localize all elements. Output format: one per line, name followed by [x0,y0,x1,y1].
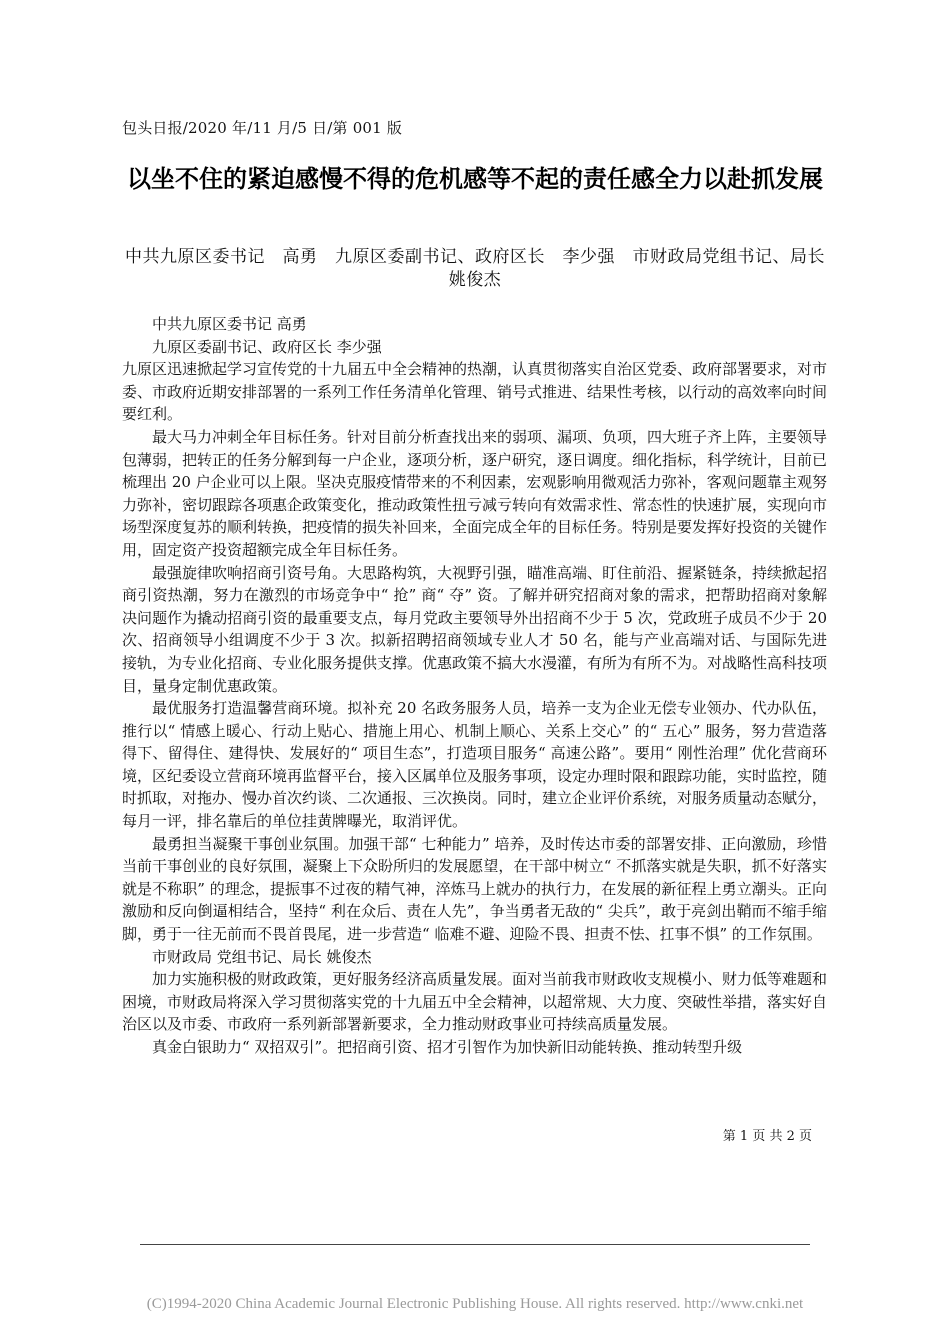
body-paragraph: 加力实施积极的财政政策，更好服务经济高质量发展。面对当前我市财政收支规模小、财力低等难题和困境，市财政局将深入学习贯彻落实党的十九届五中全会精神，以超常规、大力度、突破性举措，落实好自治区以及市委、市政府一系列新部署新要求，全力推动财政事业可持续高质量发展。 [122,970,828,1034]
body-paragraph: 九原区迅速掀起学习宣传党的十九届五中全会精神的热潮，认真贯彻落实自治区党委、政府部署要求，对市委、市政府近期安排部署的一系列工作任务清单化管理、销号式推进、结果性考核，以行动的高效率向时间要红利。 [122,360,828,424]
body-paragraph: 最强旋律吹响招商引资号角。大思路构筑，大视野引强，瞄准高端、盯住前沿、握紧链条，持续掀起招商引资热潮，努力在激烈的市场竞争中“ 抢” 商“ 夺” 资。了解并研究招商对象的需求，把帮助招商对象解决问题作为撬动招商引资的最重要支点，每月党政主要领导外出招商不少于 5 次，党政班子成员不少于 20 次、招商领导小组调度不少于 3 次。拟新招聘招商领域专业人才 50 名，能与产业高端对话、与国际先进接轨，为专业化招商、专业化服务提供支撑。优惠政策不搞大水漫灌，有所为有所不为。对战略性高科技项目，量身定制优惠政策。 [122,563,828,695]
body-paragraph: 最大马力冲刺全年目标任务。针对目前分析查找出来的弱项、漏项、负项，四大班子齐上阵，主要领导包薄弱，把转正的任务分解到每一户企业，逐项分析，逐户研究，逐日调度。细化指标，科学统计，目前已梳理出 20 户企业可以上限。坚决克服疫情带来的不利因素，宏观影响用微观活力弥补，客观问题靠主观努力弥补，密切跟踪各项惠企政策变化，推动政策性扭亏减亏转向有效需求性、常态性的快速扩展，实现向市场型深度复苏的顺利转换，把疫情的损失补回来，全面完成全年的目标任务。特别是要发挥好投资的关键作用，固定资产投资超额完成全年目标任务。 [122,427,828,559]
article-body [122,313,827,1058]
body-paragraph: 真金白银助力“ 双招双引”。把招商引资、招才引智作为加快新旧动能转换、推动转型升级 [152,1038,743,1056]
body-paragraph: 最勇担当凝聚干事创业氛围。加强干部“ 七种能力” 培养，及时传达市委的部署安排、正向激励，珍惜当前干事创业的良好氛围，凝聚上下众盼所归的发展愿望，在干部中树立“ 不抓落实就是失职，抓不好落实就是不称职” 的理念，提振事不过夜的精气神，淬炼马上就办的执行力，在发展的新征程上勇立潮头。正向激励和反向倒逼相结合，坚持“ 利在众后、责在人先”，争当勇者无敌的“ 尖兵”，敢于亮剑出鞘而不缩手缩脚，勇于一往无前而不畏首畏尾，进一步营造“ 临难不避、迎险不畏、担责不怯、扛事不惧” 的工作氛围。 [122,834,827,944]
author-signature-yao: 市财政局 党组书记、局长 姚俊杰 [152,947,372,966]
author-signature-li: 九原区委副书记、政府区长 李少强 [152,337,382,356]
article-authors: 中共九原区委书记 高勇 九原区委副书记、政府区长 李少强 市财政局党组书记、局长 姚俊杰 [125,247,843,290]
page-indicator: 第 1 页 共 2 页 [722,1129,812,1144]
author-signature-gao: 中共九原区委书记 高勇 [152,315,307,333]
copyright-footer: (C)1994-2020 China Academic Journal Electronic Publishing House. All rights reserved. http://www.cnki.net [146,1296,804,1312]
footer-divider [140,1244,810,1245]
source-line: 包头日报/2020 年/11 月/5 日/第 001 版 [122,119,403,137]
body-paragraph: 最优服务打造温馨营商环境。拟补充 20 名政务服务人员，培养一支为企业无偿专业领办、代办队伍，推行以“ 情感上暖心、行动上贴心、措施上用心、机制上顺心、关系上交心” 的“ 五心” 服务，努力营造落得下、留得住、建得快、发展好的“ 项目生态”，打造项目服务“ 高速公路”。要用“ 刚性治理” 优化营商环境，区纪委设立营商环境再监督平台，接入区属单位及服务事项，设定办理时限和跟踪功能，实时监控，随时抓取，对拖办、慢办首次约谈、二次通报、三次换岗。同时，建立企业评价系统，对服务质量动态赋分，每月一评，排名靠后的单位挂黄牌曝光，取消评优。 [122,699,828,831]
article-title: 以坐不住的紧迫感慢不得的危机感等不起的责任感全力以赴抓发展 [127,165,823,193]
